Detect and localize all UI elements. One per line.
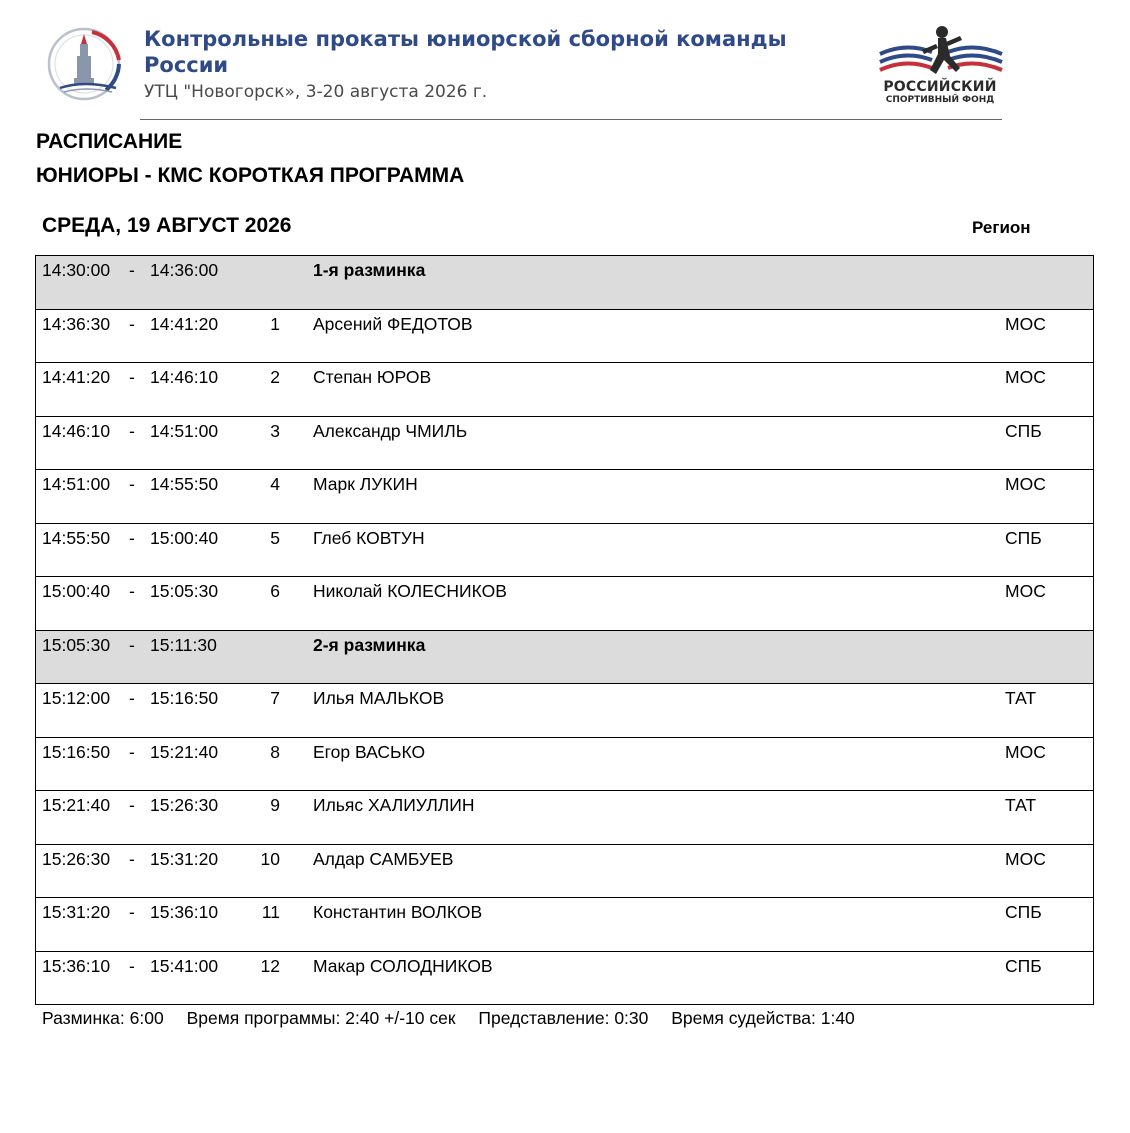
warmup-duration-note: Разминка: 6:00 bbox=[42, 1008, 164, 1028]
region-code: МОС bbox=[1005, 313, 1046, 334]
warmup-label: 1-я разминка bbox=[313, 260, 426, 280]
start-time: 15:12:00 bbox=[42, 688, 111, 708]
start-number: 9 bbox=[270, 795, 280, 815]
table-row bbox=[36, 577, 1093, 631]
region-code: МОС bbox=[1005, 848, 1046, 869]
time-separator: - bbox=[129, 955, 135, 976]
federation-emblem-icon bbox=[46, 24, 130, 104]
region-code: ТАТ bbox=[1005, 795, 1037, 815]
table-row bbox=[36, 470, 1093, 524]
start-number: 4 bbox=[270, 474, 280, 494]
header-divider bbox=[140, 119, 1002, 120]
start-time: 15:26:30 bbox=[42, 848, 111, 869]
end-time: 15:05:30 bbox=[150, 581, 219, 601]
start-time: 14:46:10 bbox=[42, 420, 111, 441]
end-time: 14:51:00 bbox=[150, 420, 219, 441]
region-code: СПБ bbox=[1005, 420, 1042, 441]
start-time: 15:16:50 bbox=[42, 741, 111, 762]
skater-name: Арсений ФЕДОТОВ bbox=[313, 313, 473, 334]
time-separator: - bbox=[129, 581, 135, 601]
start-time: 14:30:00 bbox=[42, 260, 111, 280]
warmup-row bbox=[36, 256, 1093, 310]
start-number: 5 bbox=[270, 527, 280, 548]
end-time: 15:16:50 bbox=[150, 688, 219, 708]
region-code: СПБ bbox=[1005, 955, 1042, 976]
start-time: 15:05:30 bbox=[42, 634, 111, 655]
start-number: 8 bbox=[270, 741, 280, 762]
end-time: 15:21:40 bbox=[150, 741, 219, 762]
time-separator: - bbox=[129, 688, 135, 708]
start-time: 15:36:10 bbox=[42, 955, 111, 976]
region-column-header: Регион bbox=[972, 218, 1031, 237]
end-time: 15:11:30 bbox=[150, 634, 217, 655]
start-time: 15:00:40 bbox=[42, 581, 111, 601]
start-time: 14:51:00 bbox=[42, 474, 111, 494]
start-number: 11 bbox=[261, 902, 280, 922]
end-time: 15:41:00 bbox=[150, 955, 219, 976]
skater-name: Илья МАЛЬКОВ bbox=[313, 688, 445, 708]
skater-name: Ильяс ХАЛИУЛЛИН bbox=[313, 795, 475, 815]
skater-name: Макар СОЛОДНИКОВ bbox=[313, 955, 493, 976]
table-row bbox=[36, 363, 1093, 417]
day-title: СРЕДА, 19 АВГУСТ 2026 bbox=[42, 214, 292, 237]
event-info bbox=[144, 26, 844, 104]
table-row bbox=[36, 417, 1093, 471]
schedule-heading: РАСПИСАНИЕ bbox=[36, 130, 183, 153]
end-time: 14:46:10 bbox=[150, 367, 219, 387]
start-number: 3 bbox=[270, 420, 280, 441]
category-heading: ЮНИОРЫ - КМС КОРОТКАЯ ПРОГРАММА bbox=[36, 164, 465, 187]
skater-name: Николай КОЛЕСНИКОВ bbox=[313, 581, 507, 601]
start-number: 12 bbox=[260, 955, 280, 976]
end-time: 14:36:00 bbox=[150, 260, 219, 280]
program-time-note: Время программы: 2:40 +/-10 сек bbox=[186, 1008, 456, 1028]
end-time: 15:26:30 bbox=[150, 795, 219, 815]
presentation-note: Представление: 0:30 bbox=[478, 1008, 649, 1028]
time-separator: - bbox=[129, 420, 135, 441]
time-separator: - bbox=[129, 527, 135, 548]
region-code: МОС bbox=[1005, 474, 1046, 494]
skater-name: Глеб КОВТУН bbox=[313, 527, 425, 548]
document-header bbox=[0, 0, 1130, 125]
skater-name: Егор ВАСЬКО bbox=[313, 741, 426, 762]
end-time: 15:00:40 bbox=[150, 527, 219, 548]
event-title-line1: Контрольные прокаты юниорской сборной команды bbox=[144, 27, 787, 51]
time-separator: - bbox=[129, 902, 135, 922]
start-time: 15:31:20 bbox=[42, 902, 111, 922]
table-row bbox=[36, 898, 1093, 952]
skater-name: Александр ЧМИЛЬ bbox=[313, 420, 468, 441]
skater-name: Степан ЮРОВ bbox=[313, 367, 432, 387]
fund-name-line2: СПОРТИВНЫЙ ФОНД bbox=[885, 95, 995, 105]
table-row bbox=[36, 791, 1093, 845]
region-code: МОС bbox=[1005, 581, 1046, 601]
time-separator: - bbox=[129, 474, 135, 494]
time-separator: - bbox=[129, 634, 135, 655]
event-title-line2: России bbox=[144, 53, 229, 77]
start-number: 6 bbox=[270, 581, 280, 601]
table-row bbox=[36, 684, 1093, 738]
region-code: МОС bbox=[1005, 367, 1046, 387]
timing-notes bbox=[42, 1008, 873, 1029]
start-time: 14:55:50 bbox=[42, 527, 111, 548]
end-time: 15:36:10 bbox=[150, 902, 219, 922]
table-row bbox=[36, 845, 1093, 899]
region-code: ТАТ bbox=[1005, 688, 1037, 708]
region-code: МОС bbox=[1005, 741, 1046, 762]
time-separator: - bbox=[129, 260, 135, 280]
skater-name: Константин ВОЛКОВ bbox=[313, 902, 483, 922]
start-number: 1 bbox=[270, 313, 280, 334]
sports-fund-name bbox=[872, 80, 1008, 106]
event-place: УТЦ "Новогорск», 3-20 августа 2026 г. bbox=[144, 82, 488, 102]
table-row bbox=[36, 738, 1093, 792]
end-time: 15:31:20 bbox=[150, 848, 219, 869]
region-code: СПБ bbox=[1005, 902, 1042, 922]
warmup-row bbox=[36, 631, 1093, 685]
start-time: 14:36:30 bbox=[42, 313, 111, 334]
end-time: 14:55:50 bbox=[150, 474, 219, 494]
skater-name: Марк ЛУКИН bbox=[313, 474, 418, 494]
time-separator: - bbox=[129, 741, 135, 762]
fund-name-line1: РОССИЙСКИЙ bbox=[883, 79, 997, 95]
time-separator: - bbox=[129, 795, 135, 815]
time-separator: - bbox=[129, 313, 135, 334]
schedule-table bbox=[35, 255, 1094, 1005]
start-time: 15:21:40 bbox=[42, 795, 111, 815]
warmup-label: 2-я разминка bbox=[313, 634, 426, 655]
start-number: 10 bbox=[260, 848, 280, 869]
start-number: 7 bbox=[270, 688, 280, 708]
table-row bbox=[36, 524, 1093, 578]
start-number: 2 bbox=[270, 367, 280, 387]
end-time: 14:41:20 bbox=[150, 313, 219, 334]
region-code: СПБ bbox=[1005, 527, 1042, 548]
skater-name: Алдар САМБУЕВ bbox=[313, 848, 454, 869]
table-row bbox=[36, 952, 1093, 1006]
judging-time-note: Время судейства: 1:40 bbox=[671, 1008, 855, 1028]
time-separator: - bbox=[129, 848, 135, 869]
start-time: 14:41:20 bbox=[42, 367, 111, 387]
time-separator: - bbox=[129, 367, 135, 387]
table-row bbox=[36, 310, 1093, 364]
